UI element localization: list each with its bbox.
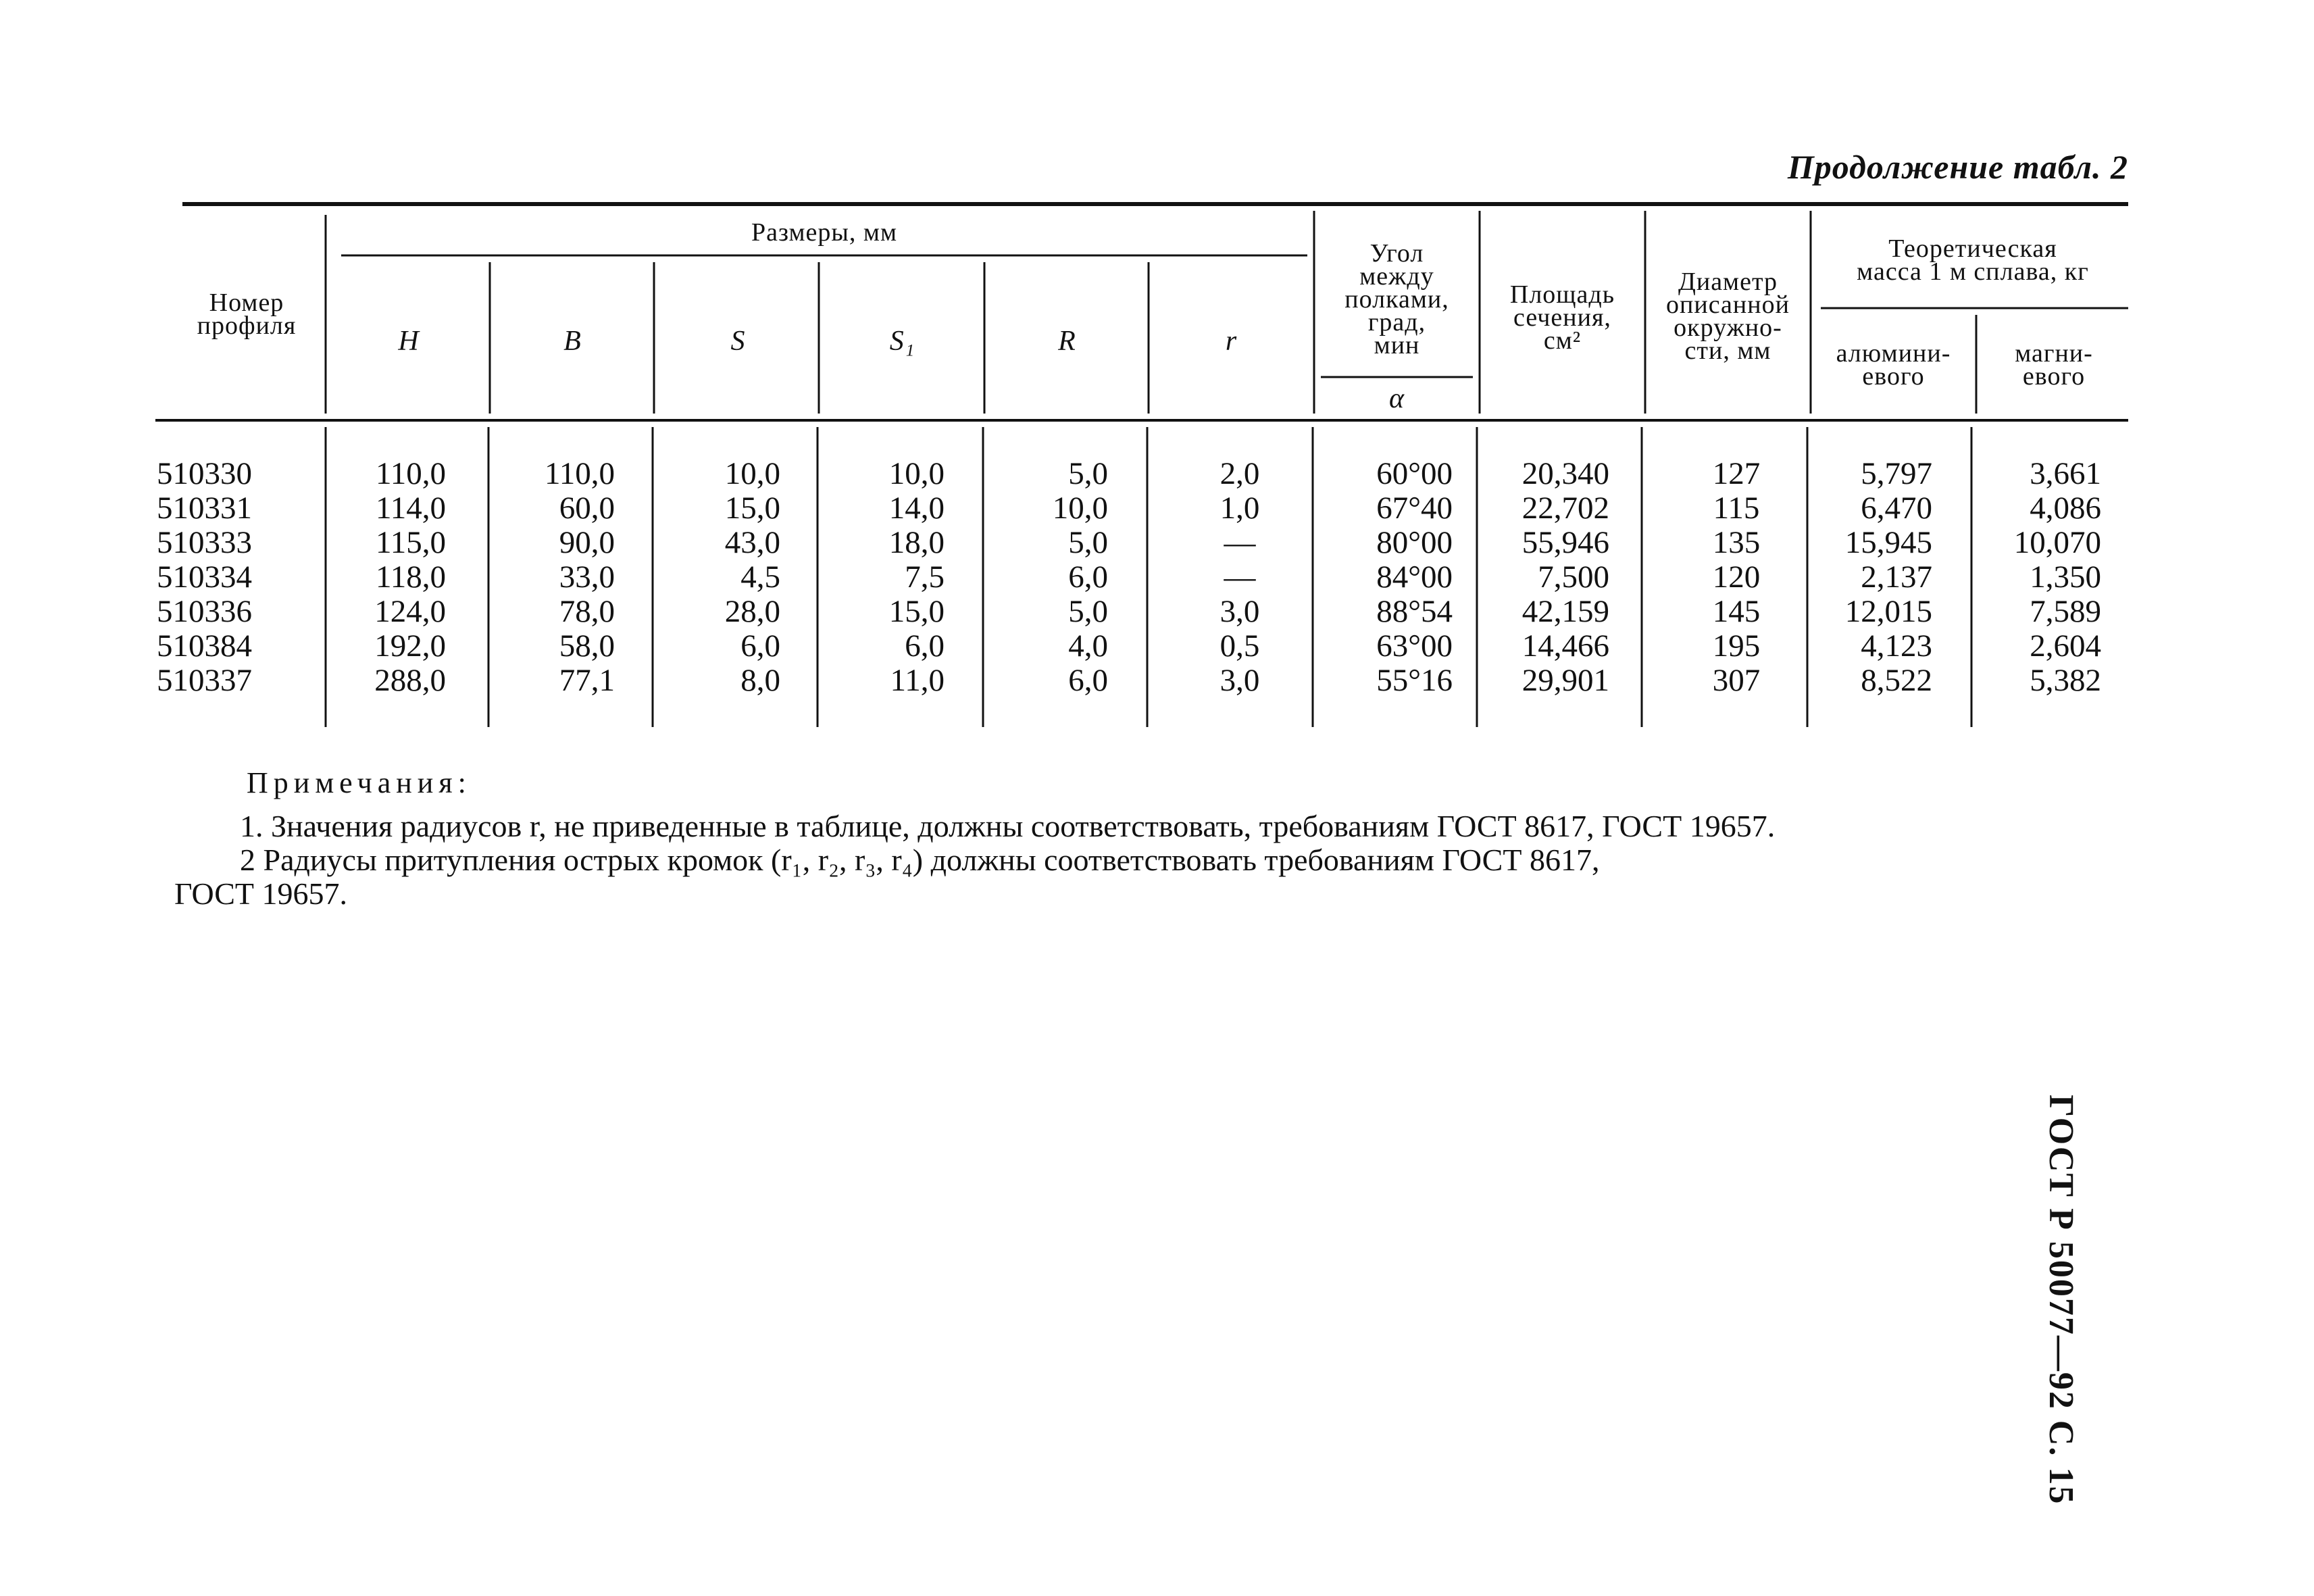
header-diameter: Диаметр описанной окружно- сти, мм (1666, 267, 1790, 365)
header-r: r (1225, 326, 1238, 357)
cell-area: 7,500 (1538, 559, 1609, 595)
cell-mass-aluminum: 4,123 (1861, 628, 1932, 664)
cell-H: 114,0 (375, 491, 446, 526)
cell-angle: 60°00 (1376, 456, 1453, 491)
cell-mass-magnesium: 7,589 (2030, 594, 2101, 629)
cell-H: 124,0 (374, 594, 446, 629)
cell-S: 15,0 (724, 491, 780, 526)
cell-mass-magnesium: 5,382 (2030, 663, 2101, 698)
cell-B: 77,1 (559, 663, 615, 698)
cell-S1: 10,0 (888, 456, 945, 491)
cell-mass-magnesium: 2,604 (2030, 628, 2101, 664)
cell-S: 28,0 (724, 594, 780, 629)
cell-angle: 63°00 (1376, 628, 1453, 664)
cell-S1: 14,0 (888, 491, 945, 526)
cell-area: 14,466 (1521, 628, 1609, 664)
cell-area: 55,946 (1521, 525, 1609, 560)
cell-diameter: 145 (1712, 594, 1761, 629)
cell-H: 115,0 (375, 525, 446, 560)
cell-angle: 55°16 (1376, 663, 1453, 698)
cell-angle: 67°40 (1376, 491, 1453, 526)
cell-S: 43,0 (724, 525, 780, 560)
cell-S1: 11,0 (890, 663, 945, 698)
cell-area: 29,901 (1521, 663, 1609, 698)
cell-mass-magnesium: 3,661 (2030, 456, 2101, 491)
header-angle-symbol: α (1388, 383, 1405, 414)
cell-S: 6,0 (740, 628, 780, 664)
cell-r: — (1224, 525, 1256, 560)
cell-r: 3,0 (1219, 663, 1260, 698)
cell-angle: 84°00 (1376, 559, 1453, 595)
header-mass-aluminum: алюмини- евого (1836, 339, 1951, 391)
cell-R: 4,0 (1068, 628, 1108, 664)
header-H: H (398, 326, 420, 357)
cell-B: 110,0 (544, 456, 615, 491)
cell-R: 6,0 (1068, 663, 1108, 698)
cell-angle: 88°54 (1376, 594, 1453, 629)
cell-B: 78,0 (559, 594, 615, 629)
header-R: R (1058, 326, 1076, 357)
cell-mass-aluminum: 5,797 (1861, 456, 1932, 491)
note-item: 1. Значения радиусов r, не приведенные в таблице, должны соответствовать, требованиям ГОСТ 8617, ГОСТ 19657. (240, 809, 1776, 843)
cell-B: 58,0 (559, 628, 615, 664)
header-S1: S₁ (889, 326, 915, 357)
cell-diameter: 195 (1712, 628, 1761, 664)
note-item: ГОСТ 19657. (174, 876, 348, 911)
cell-mass-aluminum: 12,015 (1844, 594, 1932, 629)
cell-S: 4,5 (740, 559, 780, 595)
page-side-label: ГОСТ Р 50077—92 С. 15 (2042, 1095, 2080, 1505)
header-S: S (730, 326, 746, 357)
cell-S1: 18,0 (888, 525, 945, 560)
cell-S: 8,0 (740, 663, 780, 698)
header-area: Площадь сечения, см² (1509, 280, 1615, 355)
cell-area: 20,340 (1521, 456, 1609, 491)
cell-profile: 510384 (157, 628, 252, 664)
cell-S1: 6,0 (905, 628, 945, 664)
cell-H: 110,0 (375, 456, 446, 491)
cell-r: 1,0 (1219, 491, 1260, 526)
header-B: B (563, 326, 582, 357)
cell-H: 192,0 (374, 628, 446, 664)
cell-profile: 510334 (157, 559, 252, 595)
cell-mass-magnesium: 4,086 (2030, 491, 2101, 526)
cell-r: — (1224, 559, 1256, 595)
cell-mass-magnesium: 1,350 (2030, 559, 2101, 595)
table-caption: Продолжение табл. 2 (1787, 148, 2128, 186)
cell-R: 5,0 (1068, 525, 1108, 560)
cell-angle: 80°00 (1376, 525, 1453, 560)
cell-profile: 510337 (157, 663, 252, 698)
cell-diameter: 120 (1712, 559, 1761, 595)
cell-H: 288,0 (374, 663, 446, 698)
cell-profile: 510336 (157, 594, 252, 629)
header-angle: Угол между полками, град, мин (1344, 239, 1449, 359)
cell-diameter: 135 (1712, 525, 1761, 560)
cell-H: 118,0 (375, 559, 446, 595)
cell-R: 5,0 (1068, 456, 1108, 491)
cell-diameter: 307 (1712, 663, 1761, 698)
cell-R: 6,0 (1068, 559, 1108, 595)
header-dimensions: Размеры, мм (751, 218, 897, 247)
cell-r: 0,5 (1219, 628, 1260, 664)
cell-mass-aluminum: 15,945 (1844, 525, 1932, 560)
cell-mass-aluminum: 8,522 (1861, 663, 1932, 698)
cell-diameter: 115 (1713, 491, 1760, 526)
cell-r: 3,0 (1219, 594, 1260, 629)
cell-B: 90,0 (559, 525, 615, 560)
cell-R: 10,0 (1052, 491, 1108, 526)
cell-mass-aluminum: 6,470 (1861, 491, 1932, 526)
cell-diameter: 127 (1712, 456, 1761, 491)
cell-area: 42,159 (1521, 594, 1609, 629)
note-item: 2 Радиусы притупления острых кромок (r₁, r₂, r₃, r₄) должны соответствовать требованиям ГОСТ 8617, (240, 843, 1600, 877)
cell-mass-aluminum: 2,137 (1861, 559, 1932, 595)
cell-mass-magnesium: 10,070 (2013, 525, 2101, 560)
header-profile-number: Номер профиля (197, 289, 297, 340)
cell-B: 33,0 (559, 559, 615, 595)
cell-R: 5,0 (1068, 594, 1108, 629)
cell-profile: 510331 (157, 491, 252, 526)
header-mass: Теоретическая масса 1 м сплава, кг (1857, 234, 2089, 286)
cell-area: 22,702 (1521, 491, 1609, 526)
cell-B: 60,0 (559, 491, 615, 526)
header-mass-magnesium: магни- евого (2015, 339, 2093, 391)
cell-S: 10,0 (724, 456, 780, 491)
cell-r: 2,0 (1219, 456, 1260, 491)
notes-title: Примечания: (247, 766, 472, 799)
cell-S1: 7,5 (905, 559, 945, 595)
cell-profile: 510330 (157, 456, 252, 491)
cell-S1: 15,0 (888, 594, 945, 629)
cell-profile: 510333 (157, 525, 252, 560)
